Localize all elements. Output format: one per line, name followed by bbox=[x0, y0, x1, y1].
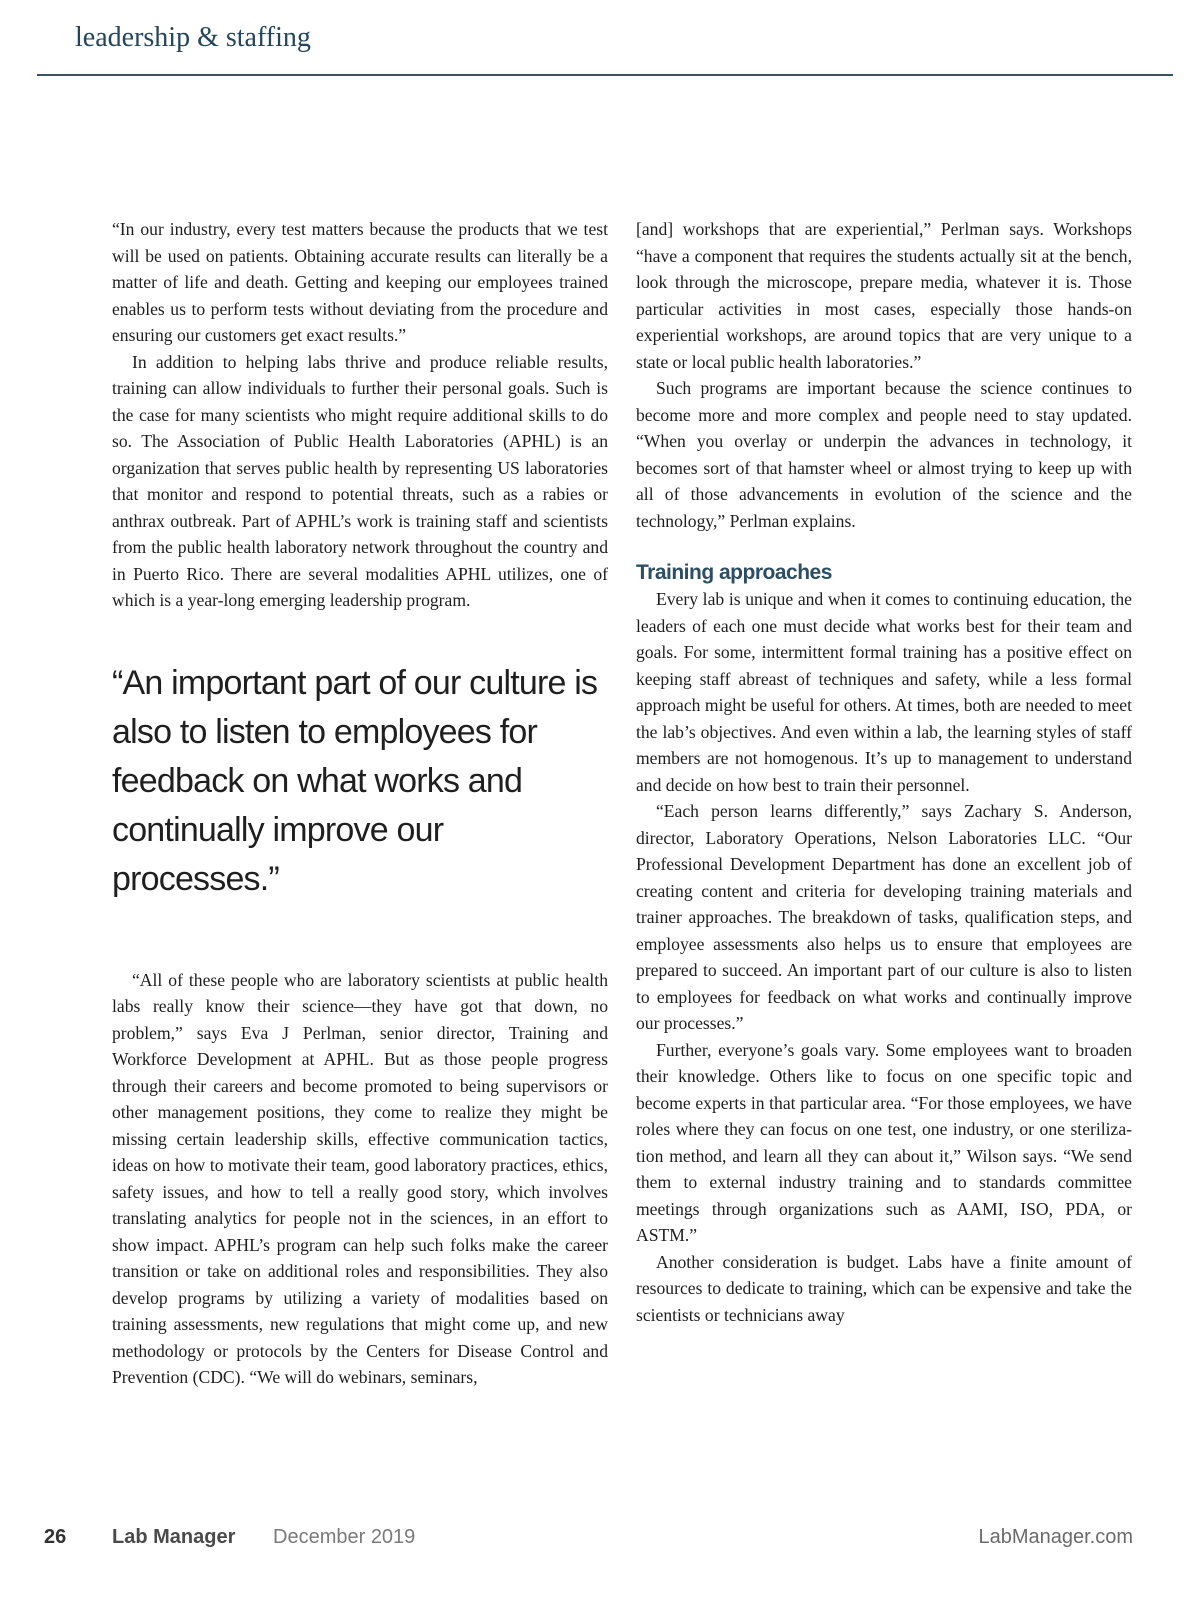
page-number: 26 bbox=[44, 1526, 67, 1548]
paragraph: “Each person learns differently,” says Zachary S. Anderson, director, Laboratory Operations, Nelson Laboratories LLC. “Our Professional Development Department has done an excellent job of creating content and criteria for developing training materials and trainer approaches. The breakdown of tasks, qualification steps, and employee assessments also helps us to ensure that employees are prepared to succeed. An important part of our culture is also to listen to employees for feedback on what works and continually improve our processes.” bbox=[636, 801, 1132, 1033]
paragraph: Such programs are important because the science continues to become more and more complex and people need to stay updated. “When you overlay or underpin the advances in technology, it becomes sort of that hamster wheel or almost trying to keep up with all of those advancements in evolution of the science and the technology,” Perlman explains. bbox=[636, 378, 1132, 531]
paragraph: Further, everyone’s goals vary. Some employees want to broaden their knowledge. Others like to focus on one specific topic and become experts in that particular area. “For those employees, we have roles where they can focus on one test, one industry, or one sterilization method, and learn all they can about it,” Wilson says. “We send them to external industry training and to standards committee meetings through organizations such as AAMI, ISO, PDA, or ASTM.” bbox=[636, 1039, 1132, 1245]
article-column-right bbox=[636, 216, 1132, 1328]
paragraph: “In our industry, every test matters because the products that we test will be used on patients. Obtaining accurate results can literally be a matter of life and death. Getting and keeping our employees trained enables us to perform tests without deviating from the procedure and ensuring our customers get exact results.” bbox=[112, 219, 608, 345]
pull-quote: “An important part of our culture is also to listen to employees for feedback on what works and continually improve our processes.” bbox=[112, 663, 598, 898]
paragraph: Every lab is unique and when it comes to continuing education, the leaders of each one must decide what works best for their team and goals. For some, intermittent formal training has a positive effect on keeping staff abreast of techniques and safety, while a less formal approach might be useful for others. At times, both are needed to meet the lab’s objectives. And even within a lab, the learning styles of staff members are not homogenous. It’s up to management to understand and decide on how best to train their personnel. bbox=[636, 589, 1132, 795]
issue-date: December 2019 bbox=[273, 1526, 416, 1548]
page-footer bbox=[0, 1526, 1200, 1556]
paragraph: [and] workshops that are experiential,” Perlman says. Workshops “have a component that requires the students actually sit at the bench, look through the microscope, prepare media, whatever it is. Those particular activities in most cases, especially those hands-on experiential workshops, are around topics that are very unique to a state or local public health laboratories.” bbox=[636, 219, 1132, 372]
paragraph: “All of these people who are laboratory scientists at public health labs really know their science—they have got that down, no problem,” says Eva J Perlman, senior director, Training and Workforce Development at APHL. But as those people progress through their careers and become promoted to being supervisors or other management positions, they come to realize they might be missing certain leadership skills, effective communication tactics, ideas on how to motivate their team, good laboratory practices, ethics, safety issues, and how to tell a really good story, which involves translating analytics for people not in the sciences, in an effort to show impact. APHL’s program can help such folks make the career transition or take on additional roles and responsibilities. They also develop programs by utilizing a variety of modalities based on training assessments, new regulations that might come up, and new methodology or protocols by the Centers for Disease Control and Prevention (CDC). “We will do webinars, seminars, bbox=[112, 969, 608, 1387]
section-header-title: leadership & staffing bbox=[75, 22, 311, 53]
header-divider bbox=[37, 74, 1173, 76]
paragraph: Another consideration is budget. Labs have a finite amount of resources to dedicate to training, which can be expensive and take the scientists or technicians away bbox=[636, 1251, 1132, 1325]
section-heading: Training approaches bbox=[636, 561, 832, 584]
article-column-left bbox=[112, 216, 608, 1391]
magazine-name: Lab Manager bbox=[112, 1526, 236, 1548]
website-link[interactable]: LabManager.com bbox=[978, 1526, 1133, 1548]
paragraph: In addition to helping labs thrive and produce reliable results, training can allow individuals to further their personal goals. Such is the case for many scientists who might require additional skills to do so. The Association of Public Health Laboratories (APHL) is an organization that serves public health by representing US laboratories that monitor and respond to potential threats, such as a rabies or anthrax outbreak. Part of APHL’s work is training staff and scientists from the public health laboratory network throughout the country and in Puerto Rico. There are several modalities APHL utilizes, one of which is a year-long emerging leadership program. bbox=[112, 351, 608, 610]
